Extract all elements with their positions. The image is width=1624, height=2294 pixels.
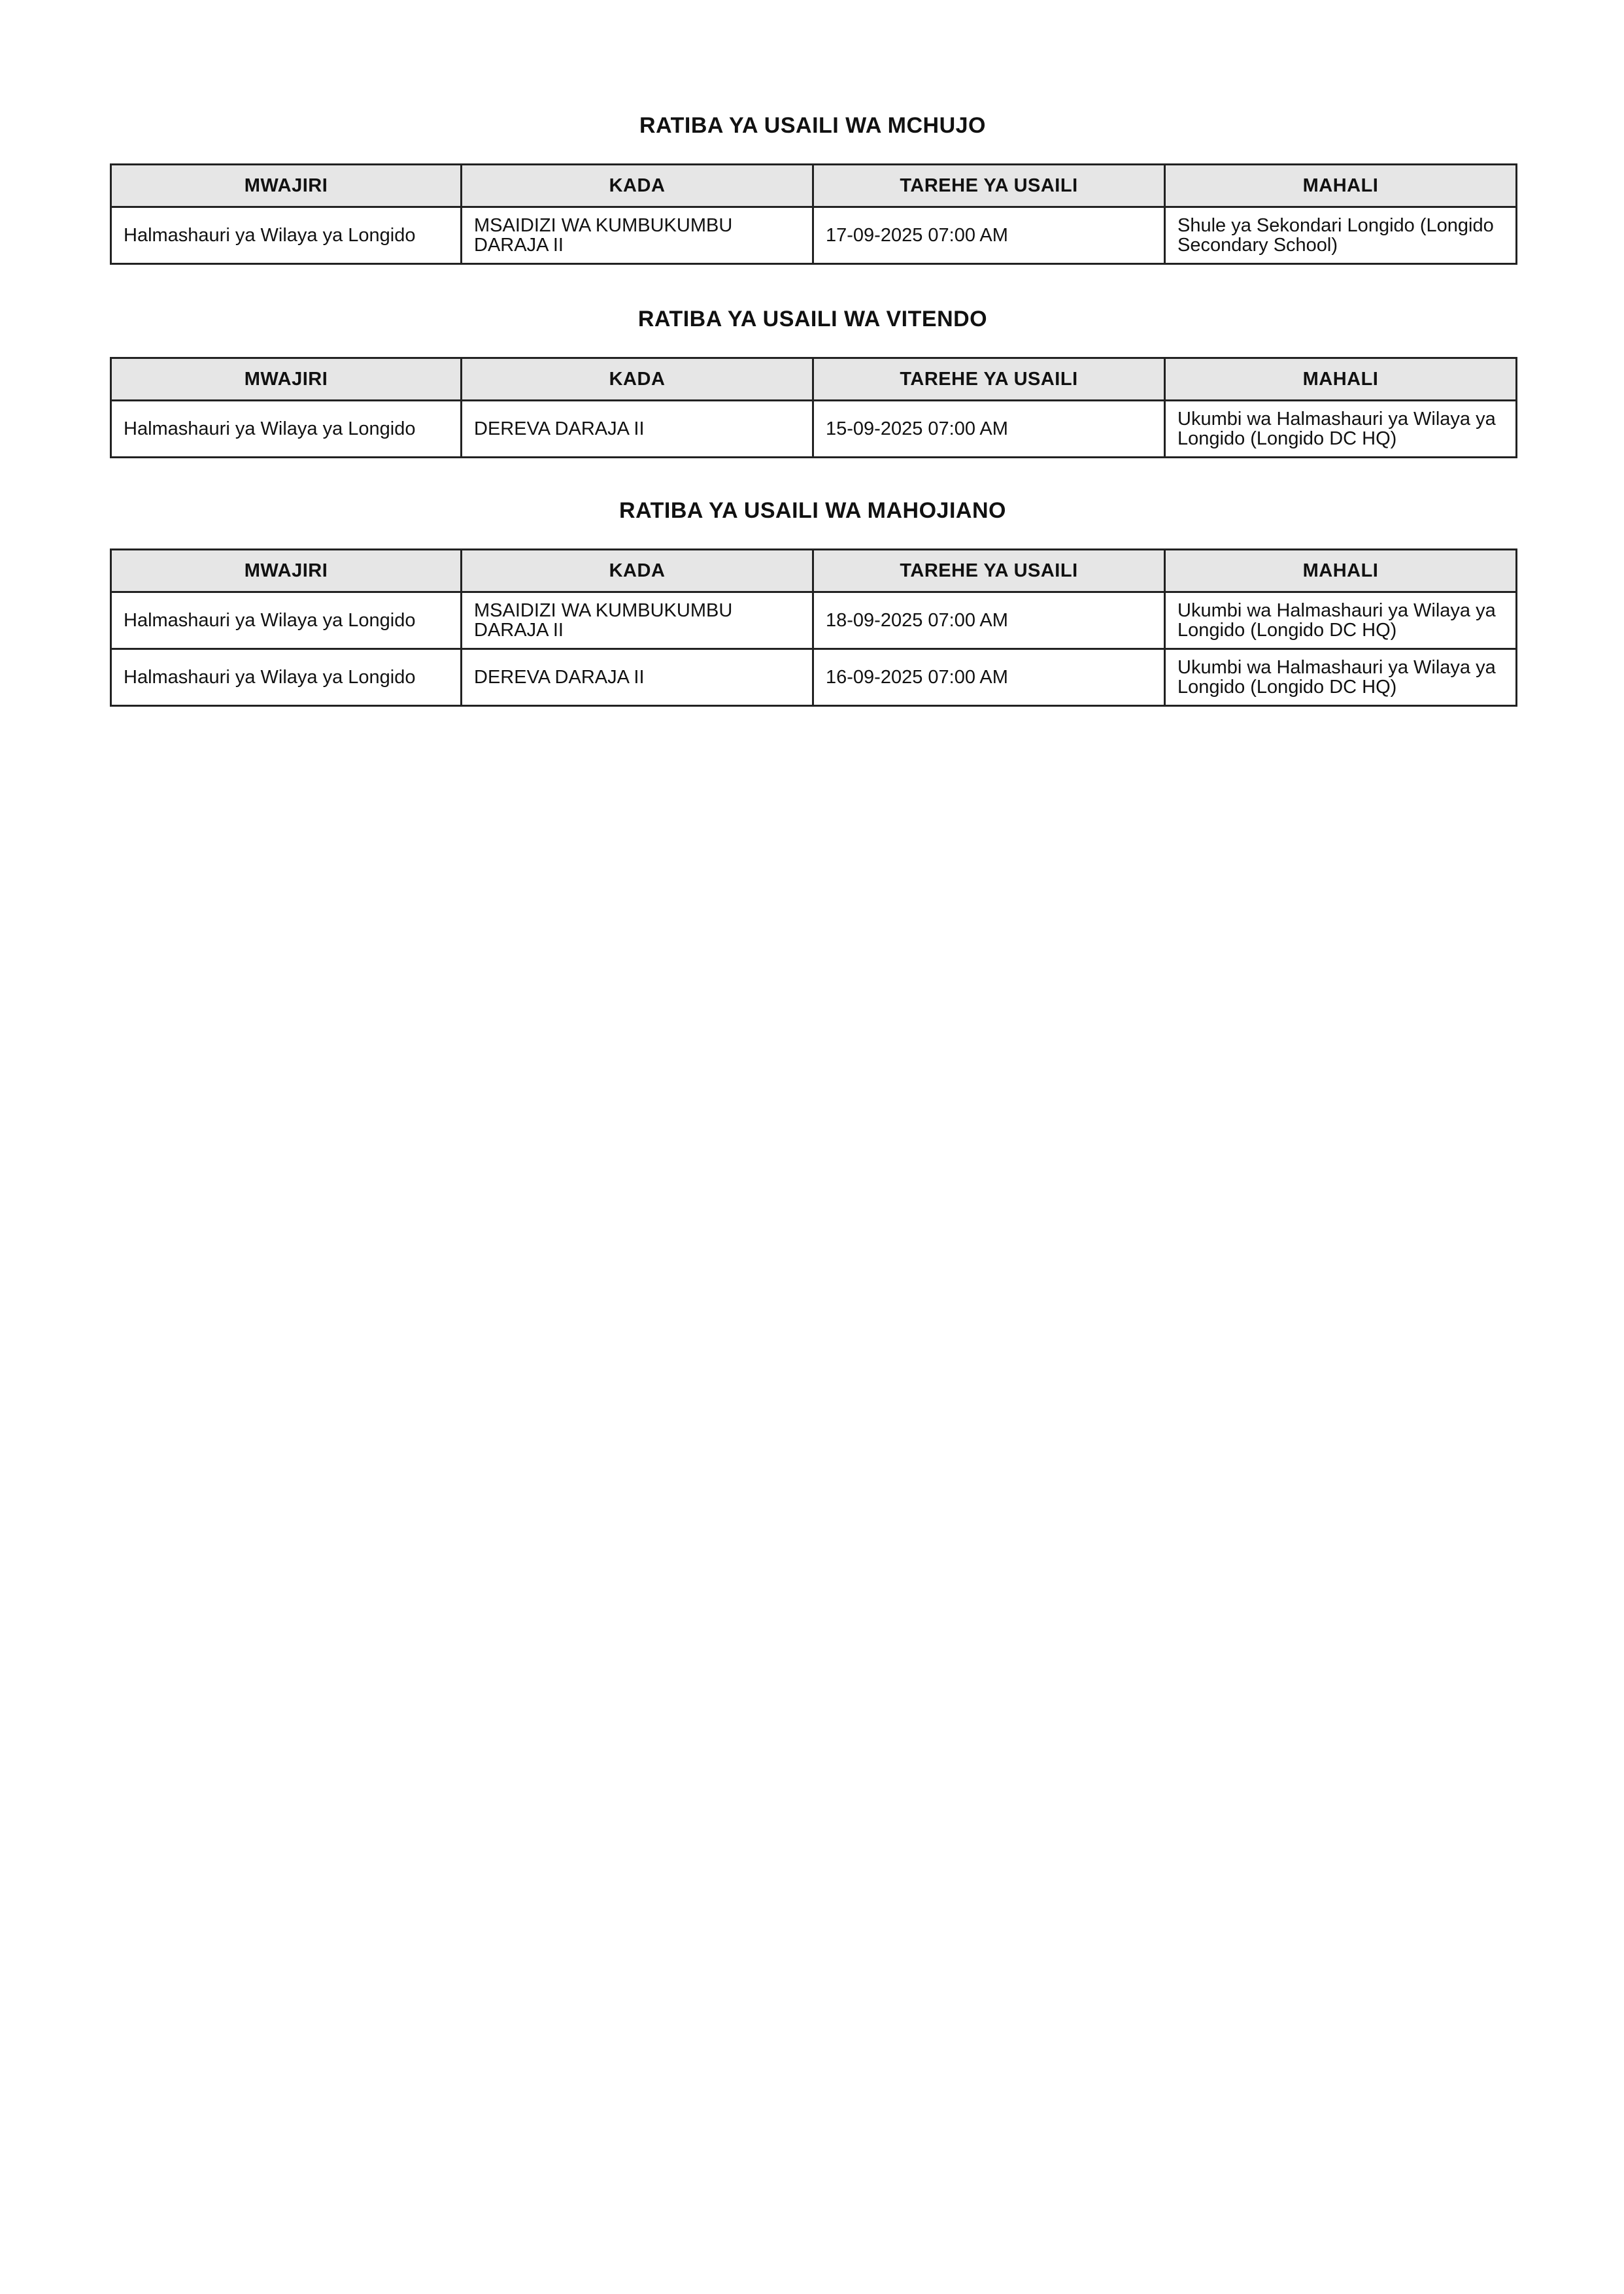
section-title: RATIBA YA USAILI WA MAHOJIANO: [619, 498, 1006, 523]
header-cadre: KADA: [462, 550, 813, 592]
header-employer: MWAJIRI: [111, 550, 462, 592]
schedule-table: [110, 357, 1517, 458]
section-mchujo: [110, 110, 1515, 265]
header-employer: MWAJIRI: [111, 165, 462, 207]
table-header-row: [111, 550, 1517, 592]
cell-venue: Ukumbi wa Halmashauri ya Wilaya ya Longido (Longido DC HQ): [1165, 649, 1517, 706]
table-row: [111, 401, 1517, 458]
cell-employer: Halmashauri ya Wilaya ya Longido: [111, 207, 462, 264]
cell-date: 16-09-2025 07:00 AM: [813, 649, 1165, 706]
cell-employer: Halmashauri ya Wilaya ya Longido: [111, 592, 462, 649]
header-venue: MAHALI: [1165, 358, 1517, 401]
cell-date: 18-09-2025 07:00 AM: [813, 592, 1165, 649]
cell-venue: Shule ya Sekondari Longido (Longido Secondary School): [1165, 207, 1517, 264]
table-row: [111, 207, 1517, 264]
header-date: TAREHE YA USAILI: [813, 550, 1165, 592]
section-vitendo: [110, 303, 1515, 458]
table-header-row: [111, 165, 1517, 207]
cell-employer: Halmashauri ya Wilaya ya Longido: [111, 649, 462, 706]
header-cadre: KADA: [462, 165, 813, 207]
cell-employer: Halmashauri ya Wilaya ya Longido: [111, 401, 462, 458]
cell-cadre: DEREVA DARAJA II: [462, 649, 813, 706]
table-row: [111, 592, 1517, 649]
table-header-row: [111, 358, 1517, 401]
cell-cadre: MSAIDIZI WA KUMBUKUMBU DARAJA II: [462, 207, 813, 264]
header-venue: MAHALI: [1165, 165, 1517, 207]
header-venue: MAHALI: [1165, 550, 1517, 592]
table-row: [111, 649, 1517, 706]
header-date: TAREHE YA USAILI: [813, 358, 1165, 401]
cell-venue: Ukumbi wa Halmashauri ya Wilaya ya Longido (Longido DC HQ): [1165, 401, 1517, 458]
cell-cadre: DEREVA DARAJA II: [462, 401, 813, 458]
header-date: TAREHE YA USAILI: [813, 165, 1165, 207]
header-cadre: KADA: [462, 358, 813, 401]
section-title: RATIBA YA USAILI WA VITENDO: [637, 307, 988, 331]
schedule-table: [110, 163, 1517, 265]
cell-date: 15-09-2025 07:00 AM: [813, 401, 1165, 458]
cell-date: 17-09-2025 07:00 AM: [813, 207, 1165, 264]
section-mahojiano: [110, 495, 1515, 707]
cell-venue: Ukumbi wa Halmashauri ya Wilaya ya Longido (Longido DC HQ): [1165, 592, 1517, 649]
header-employer: MWAJIRI: [111, 358, 462, 401]
cell-cadre: MSAIDIZI WA KUMBUKUMBU DARAJA II: [462, 592, 813, 649]
schedule-table: [110, 548, 1517, 707]
section-title: RATIBA YA USAILI WA MCHUJO: [639, 113, 986, 138]
